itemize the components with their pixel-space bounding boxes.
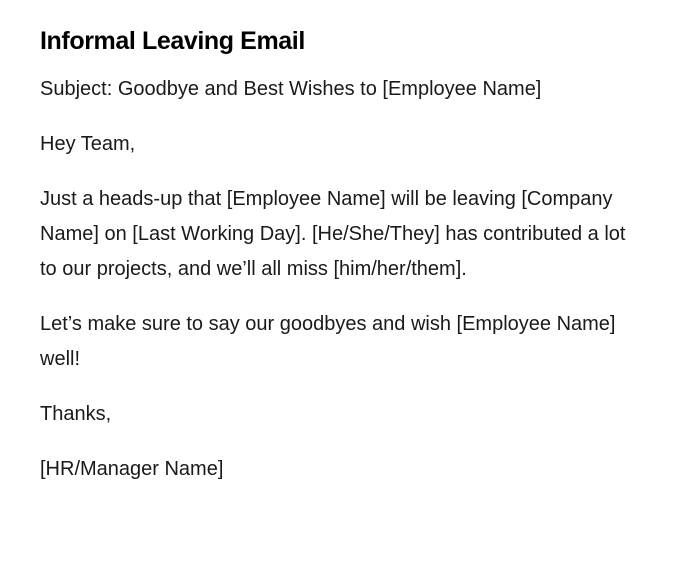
email-subject: Subject: Goodbye and Best Wishes to [Employee Name]: [40, 78, 542, 100]
document-title: Informal Leaving Email: [40, 27, 305, 55]
email-signature: [HR/Manager Name]: [40, 458, 224, 480]
email-document: [40, 26, 640, 507]
email-greeting: Hey Team,: [40, 133, 136, 155]
email-body-paragraph-1: Just a heads-up that [Employee Name] will be leaving [Company Name] on [Last Working Day]. [He/She/They] has contributed a lot to our projects, and we’ll all miss [him/her/them].: [40, 188, 626, 280]
email-closing: Thanks,: [40, 403, 112, 425]
email-body-paragraph-2: Let’s make sure to say our goodbyes and wish [Employee Name] well!: [40, 313, 616, 370]
